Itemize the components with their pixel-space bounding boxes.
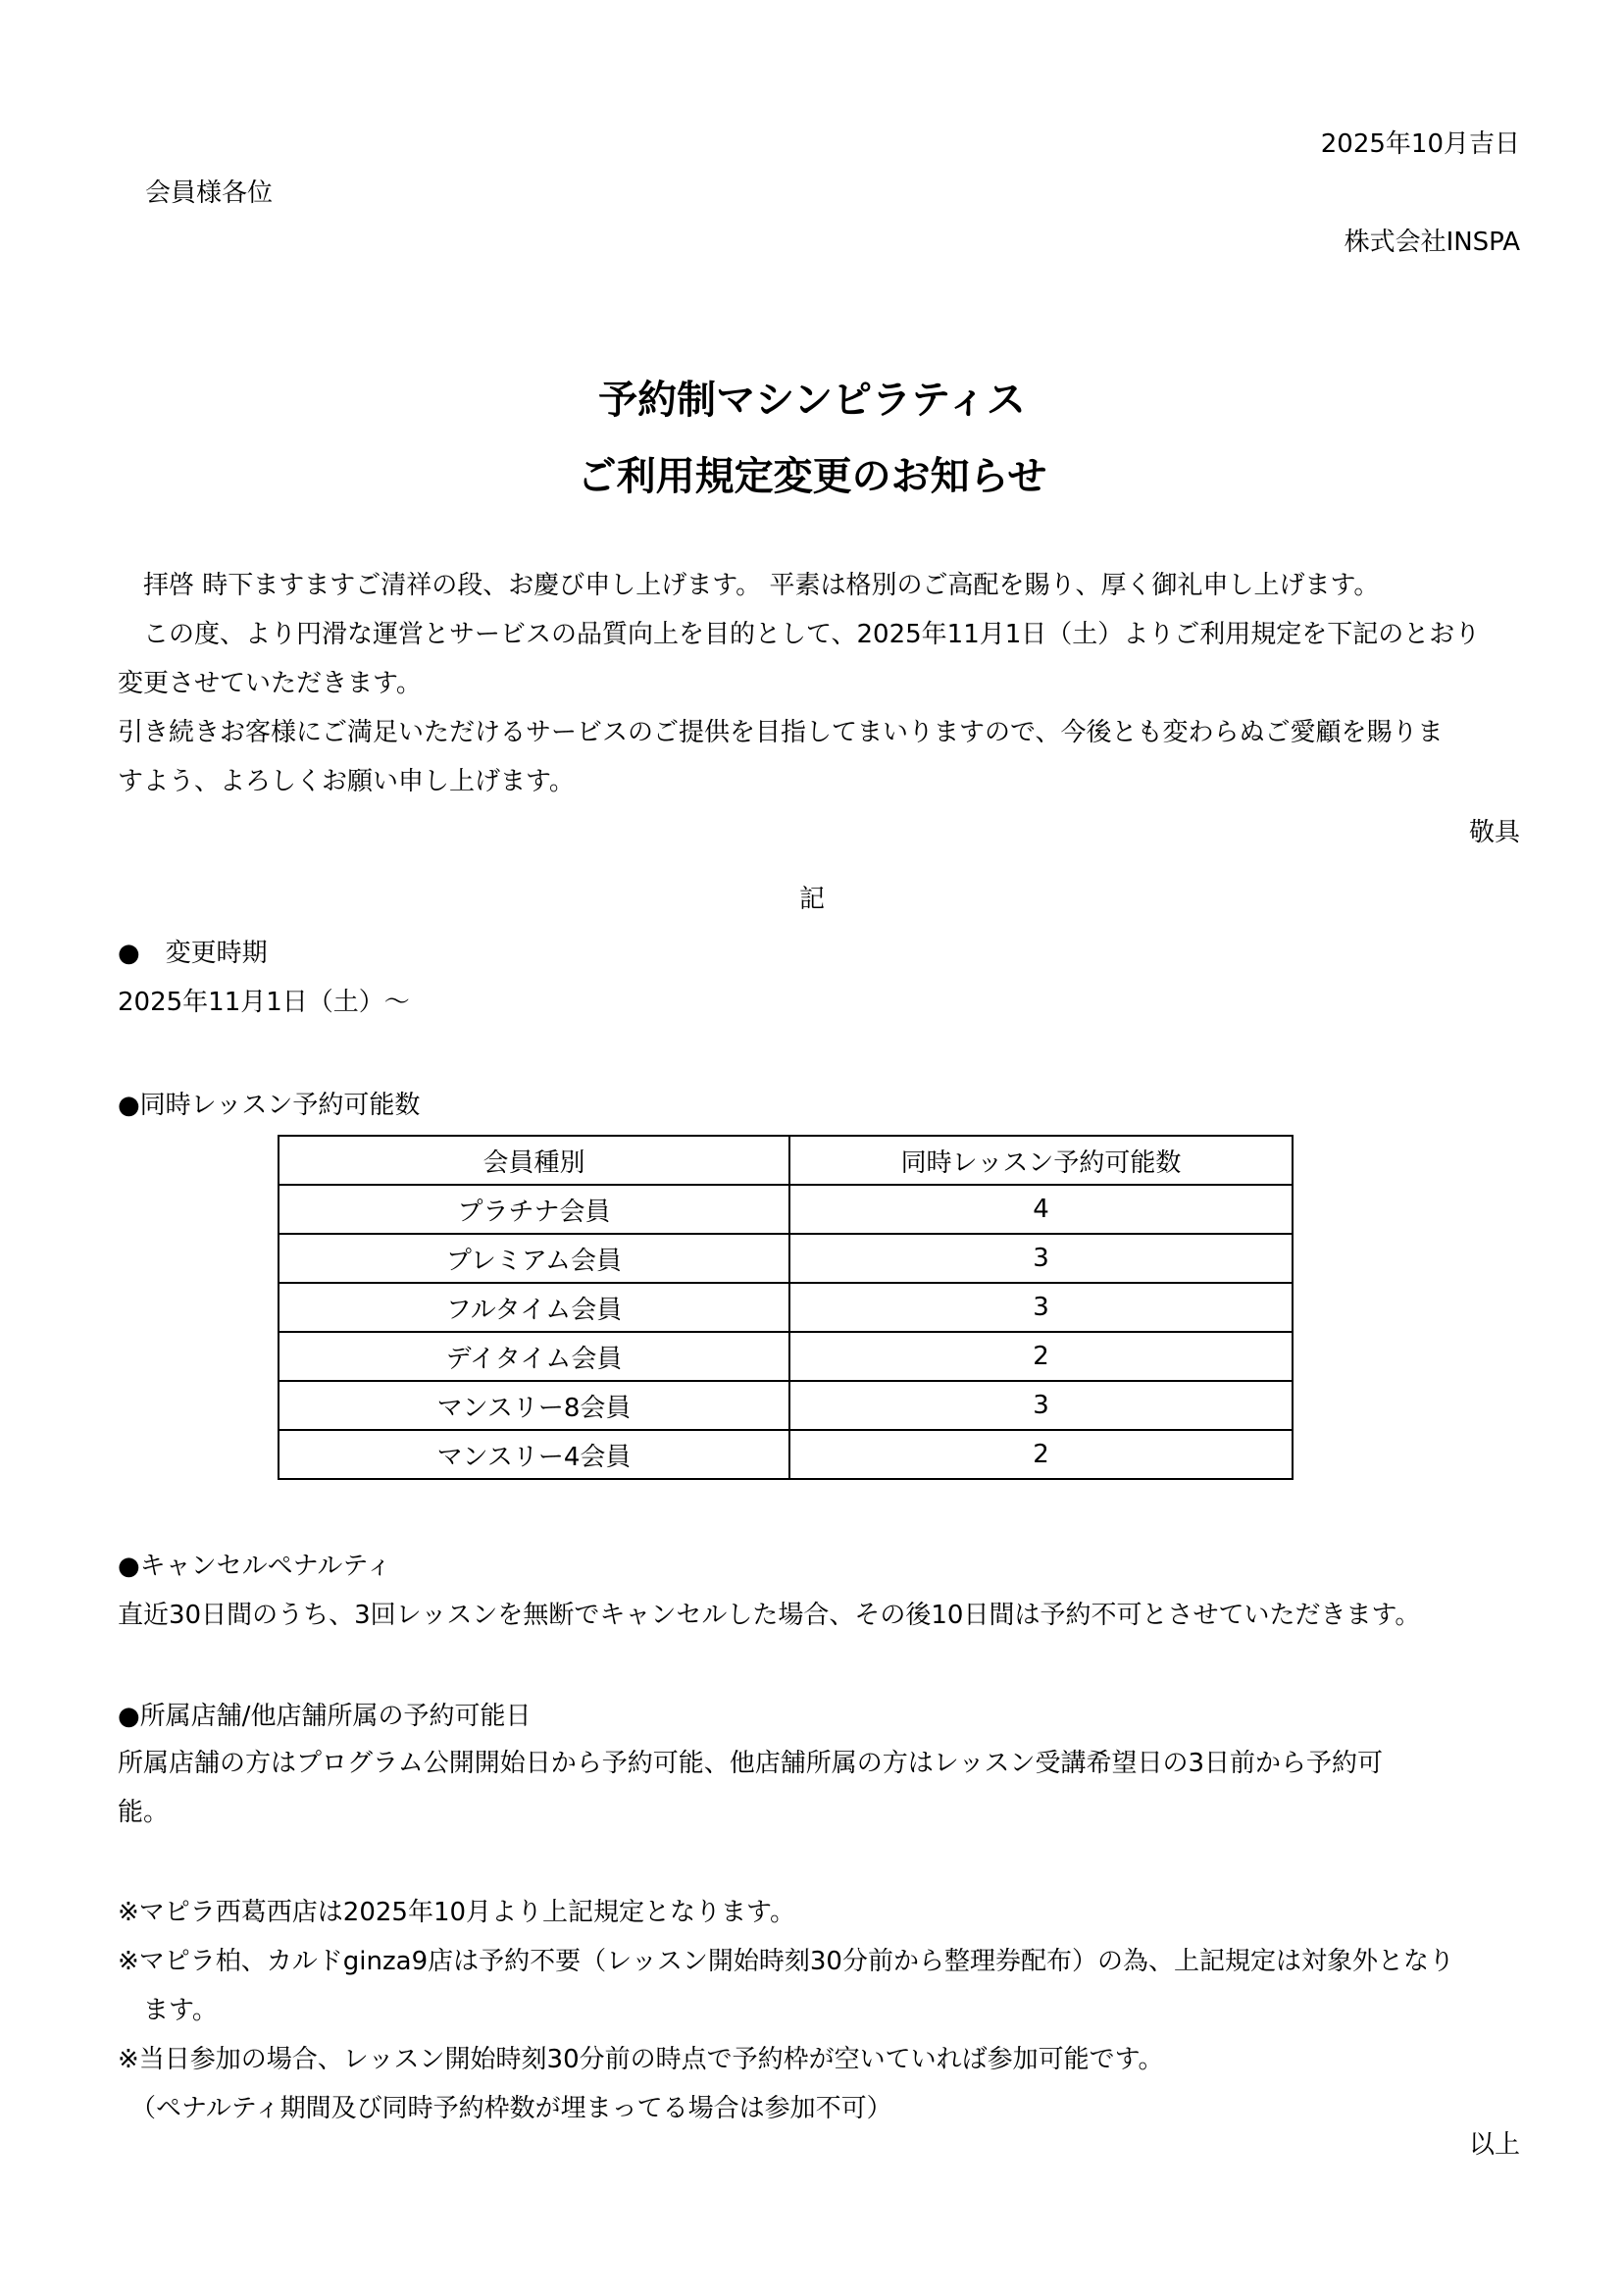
membership-type: マンスリー8会員 [279, 1381, 789, 1430]
note-line: （ペナルティ期間及び同時予約枠数が埋まってる場合は参加不可） [118, 2094, 892, 2123]
recipient: 会員様各位 [145, 178, 274, 208]
table-row [279, 1332, 1293, 1381]
intro-line: 変更させていただきます。 [118, 669, 422, 698]
stores-line: 能。 [118, 1798, 170, 1827]
table-row [279, 1430, 1293, 1479]
intro-line: 拝啓 時下ますますご清祥の段、お慶び申し上げます。 平素は格別のご高配を賜り、厚く御礼申し上げます。 [118, 571, 1380, 600]
cancel-text: 直近30日間のうち、3回レッスンを無断でキャンセルした場合、その後10日間は予約不可とさせていただきます。 [118, 1601, 1421, 1630]
membership-type: デイタイム会員 [279, 1332, 789, 1381]
membership-type: マンスリー4会員 [279, 1430, 789, 1479]
reservation-count: 3 [789, 1381, 1293, 1430]
concurrent-heading: ●同時レッスン予約可能数 [118, 1091, 421, 1120]
column-header: 同時レッスン予約可能数 [789, 1136, 1293, 1185]
change-date-heading: ● 変更時期 [118, 939, 268, 968]
table-row [279, 1185, 1293, 1234]
stores-paragraph [118, 1739, 1510, 1837]
note-line: ます。 [118, 1996, 218, 2025]
document-date: 2025年10月吉日 [1320, 129, 1520, 159]
note-line: ※当日参加の場合、レッスン開始時刻30分前の時点で予約枠が空いていれば参加可能です。 [118, 2045, 1164, 2074]
column-header: 会員種別 [279, 1136, 789, 1185]
intro-line: 引き続きお客様にご満足いただけるサービスのご提供を目指してまいりますので、今後とも変わらぬご愛顧を賜りま [118, 718, 1444, 747]
note-line: ※マピラ柏、カルドginza9店は予約不要（レッスン開始時刻30分前から整理券配布）の為、上記規定は対象外となり [118, 1947, 1454, 1976]
reservation-count: 4 [789, 1185, 1293, 1234]
table-header-row [279, 1136, 1293, 1185]
ki-marker: 記 [798, 885, 825, 914]
title-line-2: ご利用規定変更のお知らせ [577, 454, 1047, 499]
table-row [279, 1381, 1293, 1430]
intro-paragraph [118, 561, 1510, 806]
sender-company: 株式会社INSPA [1344, 228, 1520, 257]
title-line-1: 予約制マシンピラティス [598, 378, 1026, 423]
notes [118, 1888, 1510, 2133]
membership-type: フルタイム会員 [279, 1283, 789, 1332]
membership-type: プラチナ会員 [279, 1185, 789, 1234]
concurrent-table [278, 1135, 1294, 1480]
membership-type: プレミアム会員 [279, 1234, 789, 1283]
reservation-count: 2 [789, 1332, 1293, 1381]
note-line: ※マピラ西葛西店は2025年10月より上記規定となります。 [118, 1898, 795, 1927]
cancel-heading: ●キャンセルペナルティ [118, 1552, 392, 1581]
reservation-count: 3 [789, 1234, 1293, 1283]
reservation-count: 3 [789, 1283, 1293, 1332]
stores-line: 所属店舗の方はプログラム公開開始日から予約可能、他店舗所属の方はレッスン受講希望日の3日前から予約可 [118, 1749, 1384, 1778]
change-date-value: 2025年11月1日（土）〜 [118, 988, 410, 1017]
intro-line: すよう、よろしくお願い申し上げます。 [118, 767, 575, 796]
table-row [279, 1234, 1293, 1283]
closing-keigu: 敬具 [1468, 818, 1520, 847]
reservation-count: 2 [789, 1430, 1293, 1479]
intro-line: この度、より円滑な運営とサービスの品質向上を目的として、2025年11月1日（土）よりご利用規定を下記のとおり [118, 620, 1481, 649]
stores-heading: ●所属店舗/他店舗所属の予約可能日 [118, 1702, 532, 1731]
table-row [279, 1283, 1293, 1332]
closing-ijo: 以上 [1468, 2130, 1520, 2160]
